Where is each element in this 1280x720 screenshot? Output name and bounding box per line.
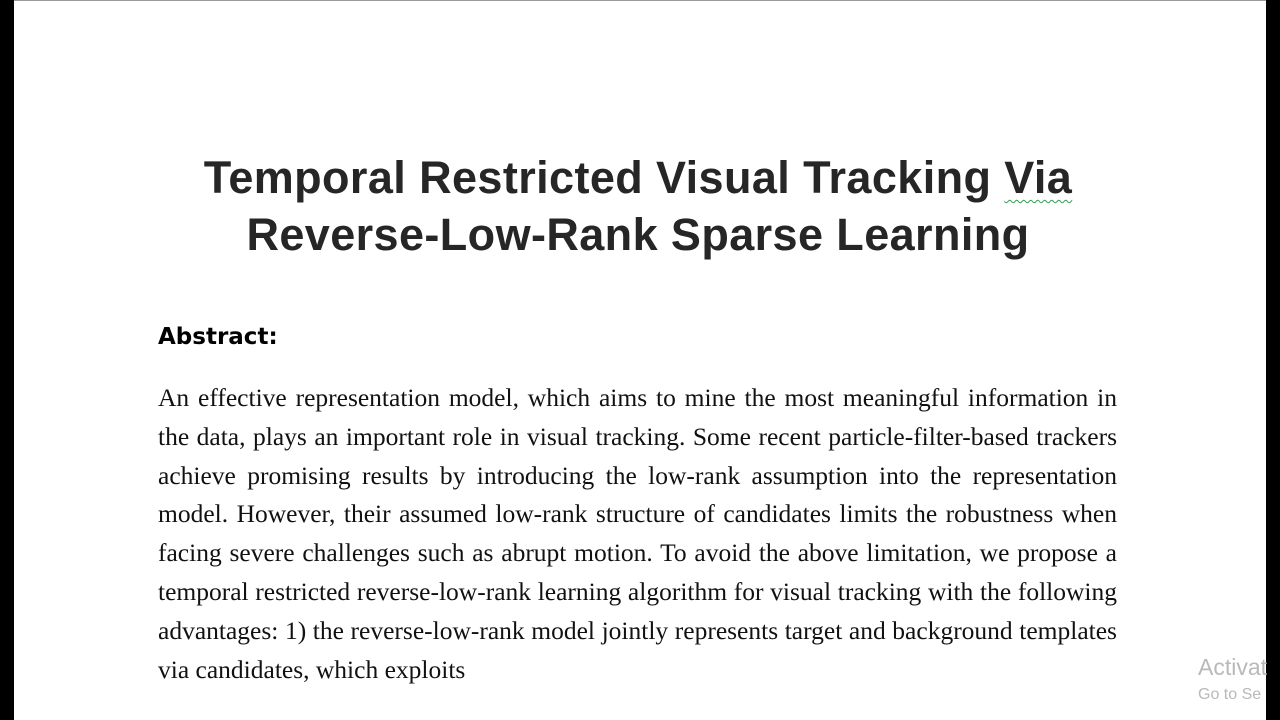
watermark-line-2: Go to Se [1198,686,1262,703]
spellcheck-flagged-word[interactable]: Via [1004,152,1073,203]
watermark-line-1: Activat [1198,654,1268,680]
activation-watermark [1198,652,1267,708]
document-title [14,149,1262,263]
title-line-1-text: Temporal Restricted Visual Tracking [203,152,1005,203]
title-line-2: Reverse-Low-Rank Sparse Learning [246,209,1030,260]
abstract-heading: Abstract: [158,324,278,350]
document-page [14,0,1266,720]
abstract-text: An effective representation model, which aims to mine the most meaningful information in the data, plays an important role in visual tracking. Some recent particle-filter-based trackers achieve promising results by introducing the low-rank assumption into the representation model. However, their assumed low-rank structure of candidates limits the robustness when facing severe challenges such as abrupt motion. To avoid the above limitation, we propose a temporal restricted reverse-low-rank learning algorithm for visual tracking with the following advantages: 1) the reverse-low-rank model jointly represents target and background templates via candidates, which exploits [158,383,1117,684]
title-line-1 [204,152,1072,203]
